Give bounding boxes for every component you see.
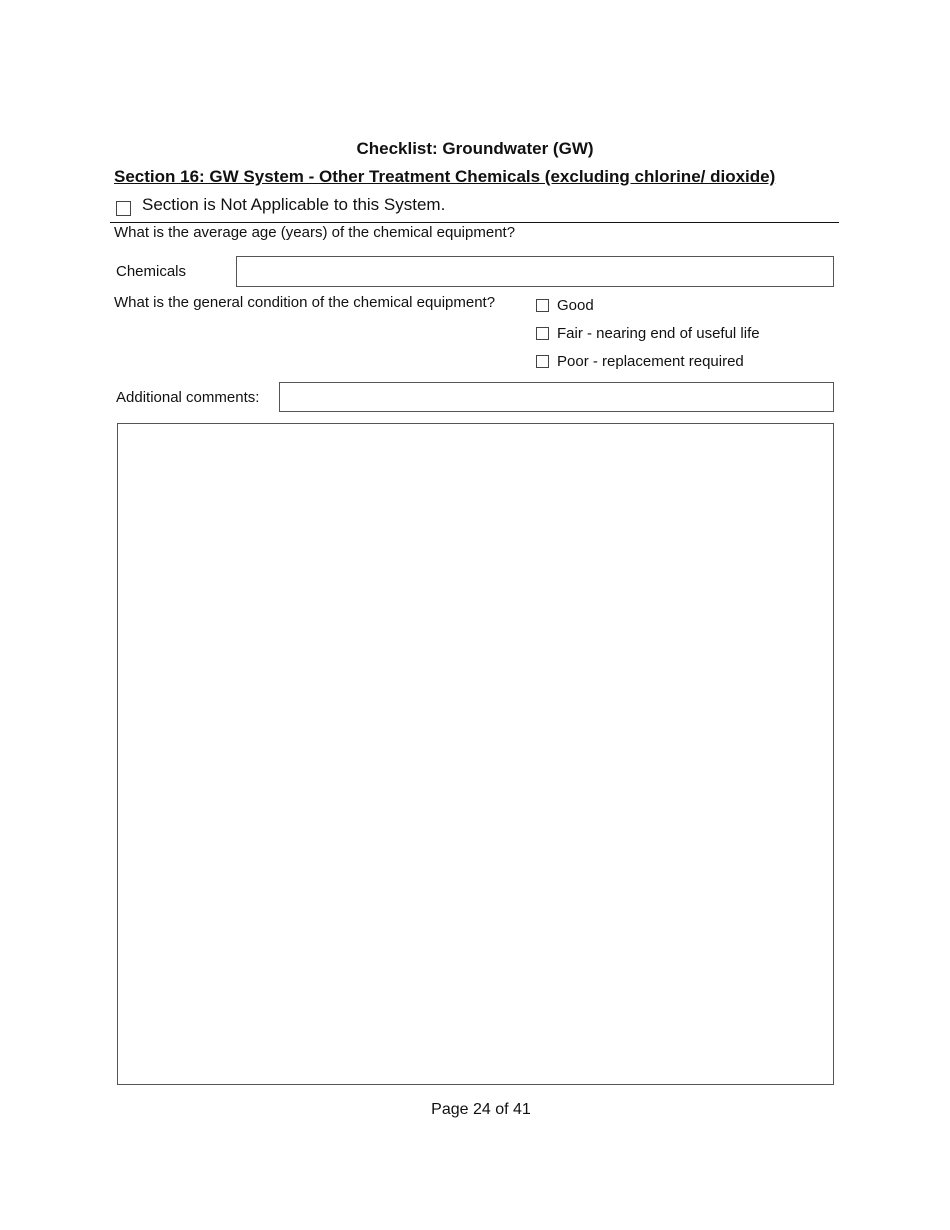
condition-fair-checkbox[interactable] [536, 327, 549, 340]
chemicals-label: Chemicals [116, 263, 187, 280]
condition-poor-checkbox[interactable] [536, 355, 549, 368]
additional-comments-label: Additional comments: [116, 389, 260, 406]
condition-question: What is the general condition of the chemical equipment? [114, 294, 496, 311]
additional-comments-input[interactable] [279, 382, 834, 412]
page-title: Checklist: Groundwater (GW) [356, 139, 594, 158]
condition-fair-label: Fair - nearing end of useful life [557, 325, 760, 342]
section-divider [110, 222, 839, 223]
age-question: What is the average age (years) of the chemical equipment? [114, 224, 516, 241]
chemicals-age-input[interactable] [236, 256, 834, 287]
not-applicable-label: Section is Not Applicable to this System. [142, 195, 446, 214]
not-applicable-checkbox[interactable] [116, 201, 131, 216]
condition-good-label: Good [557, 297, 594, 314]
condition-poor-label: Poor - replacement required [557, 353, 744, 370]
condition-good-checkbox[interactable] [536, 299, 549, 312]
section-title: Section 16: GW System - Other Treatment Chemicals (excluding chlorine/ dioxide) [114, 167, 776, 186]
comments-textarea[interactable] [117, 423, 834, 1085]
page-number: Page 24 of 41 [431, 1101, 531, 1118]
